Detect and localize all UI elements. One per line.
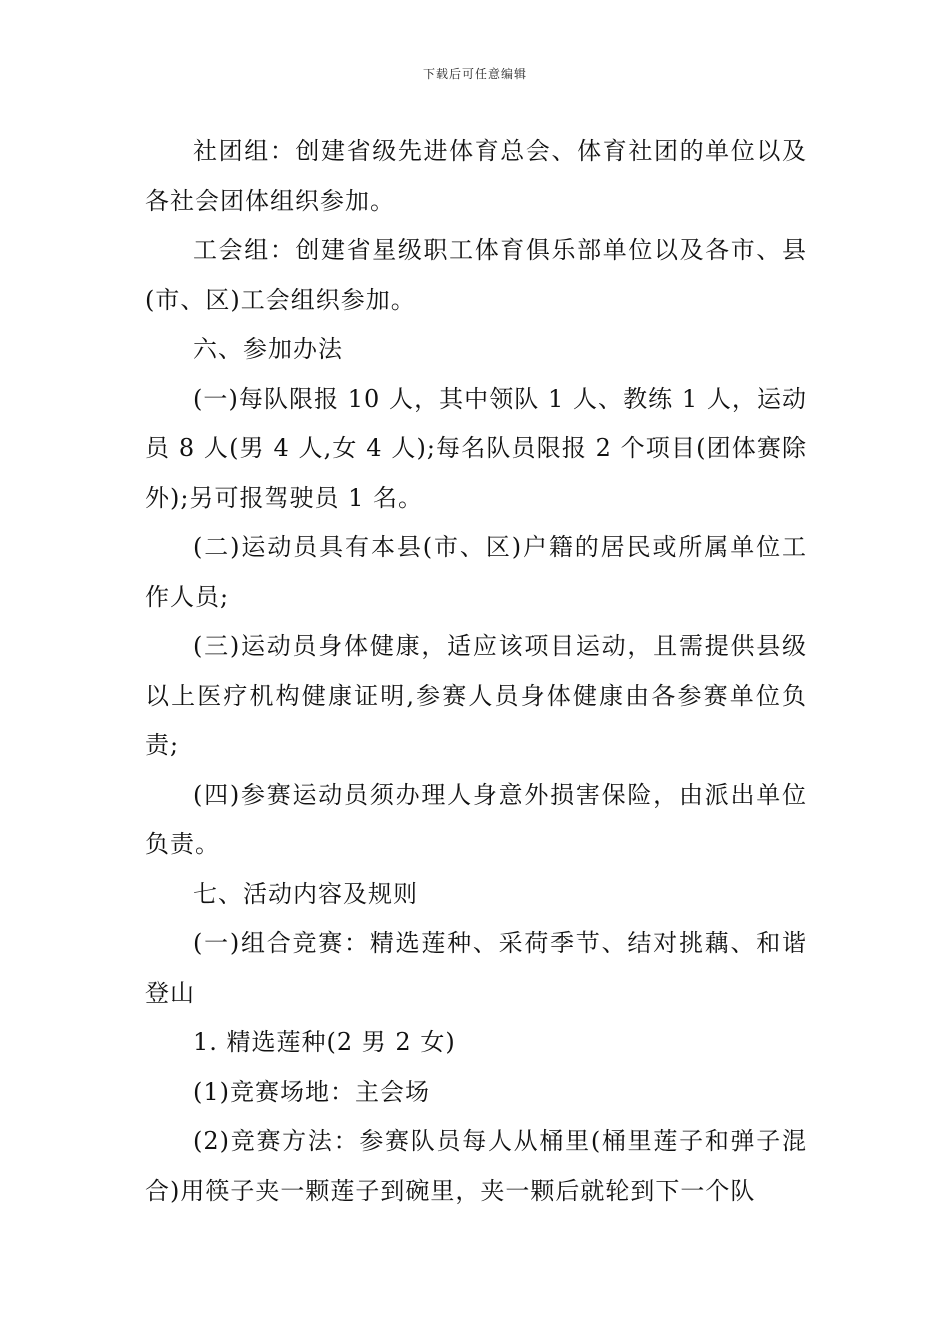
section-heading-activities: 七、活动内容及规则 bbox=[193, 879, 418, 908]
paragraph-gonghui-group: 工会组：创建省星级职工体育俱乐部单位以及各市、县(市、区)工会组织参加。 bbox=[145, 236, 807, 314]
paragraph-shetuan-group: 社团组：创建省级先进体育总会、体育社团的单位以及各社会团体组织参加。 bbox=[145, 137, 807, 215]
paragraph-rule-3: (三)运动员身体健康，适应该项目运动，且需提供县级以上医疗机构健康证明,参赛人员身体健康由各参赛单位负责; bbox=[145, 632, 807, 759]
paragraph-rule-1: (一)每队限报 10 人，其中领队 1 人、教练 1 人，运动员 8 人(男 4 人,女 4 人);每名队员限报 2 个项目(团体赛除外);另可报驾驶员 1 名。 bbox=[145, 384, 807, 512]
page-header: 下载后可任意编辑 bbox=[422, 67, 527, 81]
paragraph-combined-events: (一)组合竞赛：精选莲种、采荷季节、结对挑藕、和谐登山 bbox=[145, 929, 807, 1007]
paragraph-venue: (1)竞赛场地：主会场 bbox=[193, 1077, 430, 1106]
paragraph-rule-2: (二)运动员具有本县(市、区)户籍的居民或所属单位工作人员; bbox=[145, 533, 807, 611]
subheading-lotus-seed: 1. 精选莲种(2 男 2 女) bbox=[193, 1028, 456, 1056]
section-heading-participation: 六、参加办法 bbox=[193, 335, 343, 363]
paragraph-rule-4: (四)参赛运动员须办理人身意外损害保险，由派出单位负责。 bbox=[145, 780, 807, 858]
paragraph-method: (2)竞赛方法：参赛队员每人从桶里(桶里莲子和弹子混合)用筷子夹一颗莲子到碗里，夹一颗后就轮到下一个队 bbox=[145, 1127, 807, 1205]
document-body bbox=[145, 127, 807, 1216]
